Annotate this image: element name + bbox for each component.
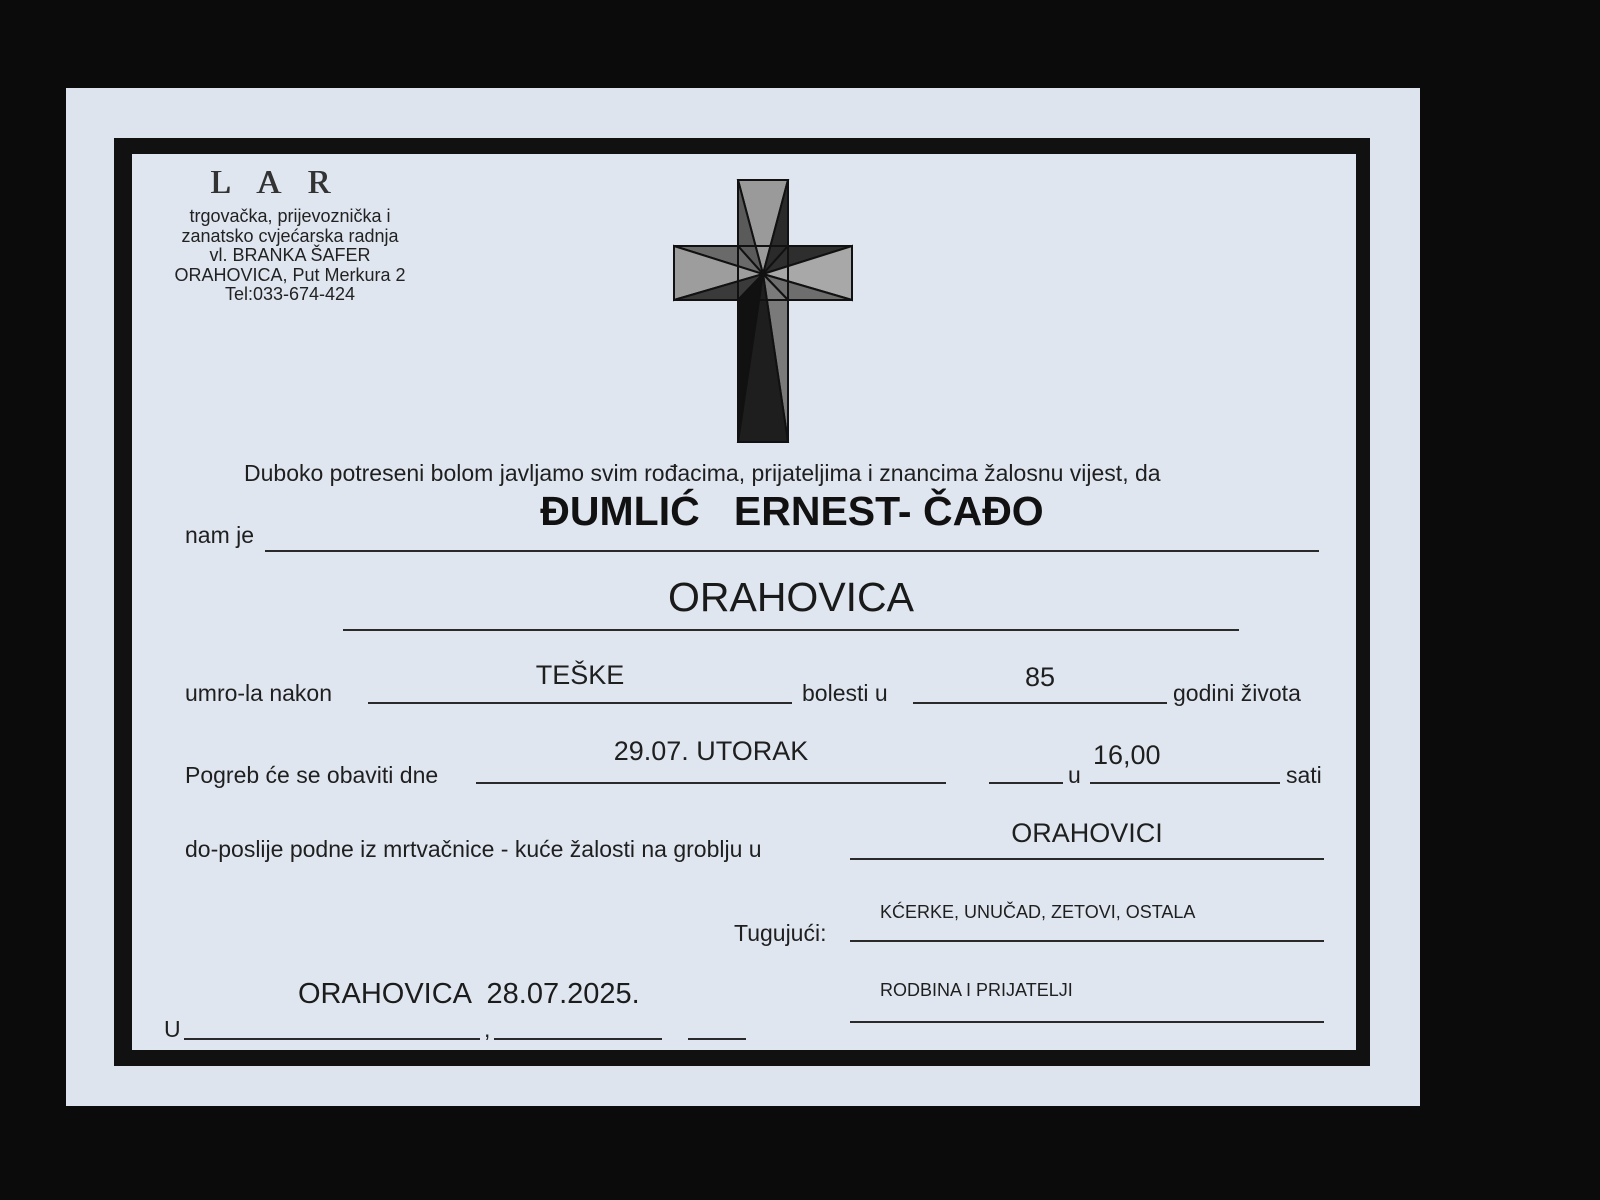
- signature-year-underline: [688, 1038, 746, 1040]
- died-after-label: umro-la nakon: [185, 680, 333, 706]
- name-underline: [265, 550, 1319, 552]
- notice-place-date: ORAHOVICA 28.07.2025.: [298, 978, 640, 1010]
- time-underline: [1090, 782, 1280, 784]
- at-label: u: [1068, 762, 1081, 788]
- mourners-underline-1: [850, 940, 1324, 942]
- name-label: nam je: [185, 522, 255, 548]
- funeral-home-line: vl. BRANKA ŠAFER: [209, 245, 371, 265]
- funeral-date-underline: [476, 782, 946, 784]
- illness-type: TEŠKE: [535, 660, 625, 690]
- funeral-label: Pogreb će se obaviti dne: [185, 762, 439, 788]
- hours-label: sati: [1286, 762, 1322, 788]
- age-value: 85: [1024, 662, 1056, 692]
- cemetery-label: do-poslije podne iz mrtvačnice - kuće žalosti na groblju u: [185, 836, 762, 862]
- funeral-home-details: [140, 207, 440, 305]
- mourners-underline-2: [850, 1021, 1324, 1023]
- funeral-home-logo: L A R: [210, 164, 340, 201]
- cemetery-underline: [850, 858, 1324, 860]
- cross-icon: [672, 178, 854, 444]
- signature-u-label: U: [164, 1016, 181, 1042]
- illness-label: bolesti u: [802, 680, 888, 706]
- signature-comma: ,: [484, 1016, 491, 1042]
- illness-underline: [368, 702, 792, 704]
- signature-date-underline: [494, 1038, 662, 1040]
- funeral-home-line: zanatsko cvjećarska radnja: [181, 225, 399, 246]
- intro-text: Duboko potreseni bolom javljamo svim rođacima, prijateljima i znancima žalosnu vijest, da: [244, 460, 1161, 486]
- mourners-line-2: RODBINA I PRIJATELJI: [880, 980, 1073, 1000]
- age-underline: [913, 702, 1167, 704]
- funeral-home-line: trgovačka, prijevoznička i: [189, 206, 391, 226]
- funeral-home-line: Tel:033-674-424: [224, 284, 356, 304]
- mourners-label: Tugujući:: [734, 920, 827, 946]
- funeral-time: 16,00: [1093, 740, 1161, 770]
- funeral-home-line: ORAHOVICA, Put Merkura 2: [174, 264, 406, 285]
- life-year-label: godini života: [1173, 680, 1301, 706]
- funeral-date: 29.07. UTORAK: [613, 736, 809, 766]
- signature-place-underline: [184, 1038, 480, 1040]
- cemetery-place: ORAHOVICI: [1011, 818, 1163, 848]
- mourners-line-1: KĆERKE, UNUČAD, ZETOVI, OSTALA: [880, 902, 1196, 922]
- place-of-residence: ORAHOVICA: [667, 574, 915, 620]
- blank-underline: [989, 782, 1063, 784]
- place-underline: [343, 629, 1239, 631]
- deceased-name: ĐUMLIĆ ERNEST- ČAĐO: [540, 488, 1044, 534]
